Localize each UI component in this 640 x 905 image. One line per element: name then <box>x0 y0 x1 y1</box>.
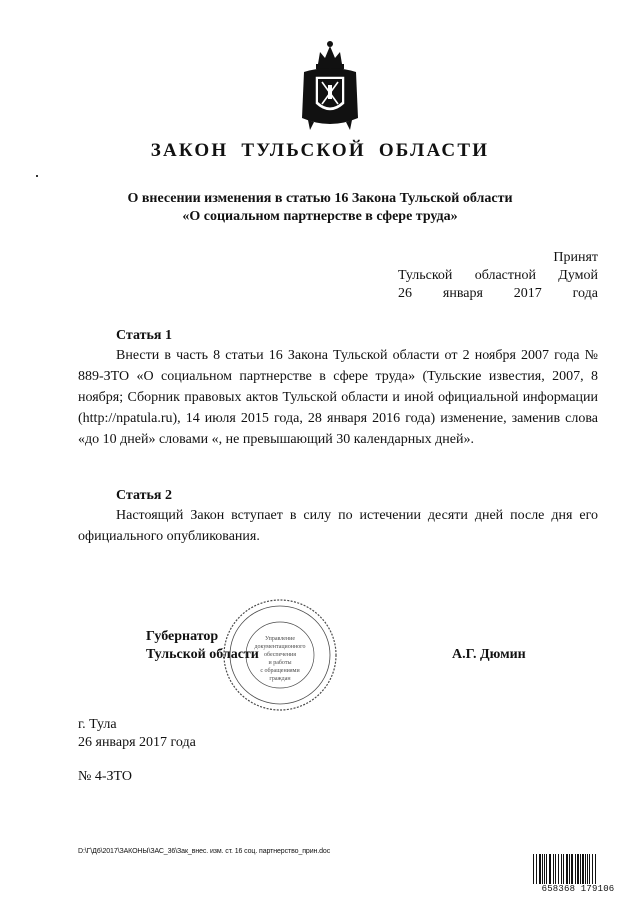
file-path: D:\Г\Д6\2017\ЗАКОНЫ\ЗАС_36\Зак_внес. изм. ст. 16 соц. партнерство_прин.doc <box>78 848 331 855</box>
svg-text:обеспечения: обеспечения <box>263 652 297 658</box>
law-number: № 4-ЗТО <box>78 769 133 784</box>
svg-text:документационного: документационного <box>254 644 306 650</box>
signing-date: 26 января 2017 года <box>78 735 196 750</box>
barcode-number: 658368 179106 <box>541 884 615 894</box>
adopted-by: Тульской областной Думой <box>398 268 598 283</box>
coat-of-arms-icon <box>298 38 362 134</box>
svg-text:с обращениями: с обращениями <box>260 668 300 674</box>
article-1-heading: Статья 1 <box>116 328 172 343</box>
signing-city: г. Тула <box>78 717 117 732</box>
governor-name: А.Г. Дюмин <box>452 647 526 662</box>
svg-text:и работы: и работы <box>268 660 292 666</box>
subtitle-line-1: О внесении изменения в статью 16 Закона Тульской области <box>127 191 513 206</box>
article-2-heading: Статья 2 <box>116 488 172 503</box>
article-2-body: Настоящий Закон вступает в силу по истечении десяти дней после дня его официального опубликования. <box>78 508 598 544</box>
subtitle-line-2: «О социальном партнерстве в сфере труда» <box>182 209 458 224</box>
article-1-body: Внести в часть 8 статьи 16 Закона Тульской области от 2 ноября 2007 года № 889-ЗТО «О социальном партнерстве в сфере труда» (Тульские известия, 2007, 8 ноября; Сборник правовых актов Тульской области и иной официальной информации (http://npatula.ru), 14 июля 2015 года, 28 января 2016 года) изменение, заменив слова «до 10 дней» словами «, не превышающий 30 календарных дней». <box>78 348 598 447</box>
law-title: ЗАКОН ТУЛЬСКОЙ ОБЛАСТИ <box>150 140 490 161</box>
barcode-icon <box>532 854 624 884</box>
governor-title: Губернатор <box>146 629 219 644</box>
svg-text:Управление: Управление <box>264 636 296 642</box>
scan-speck <box>36 175 38 177</box>
adopted-date: 26 января 2017 года <box>398 286 598 301</box>
adopted-label: Принят <box>553 250 598 265</box>
law-subtitle <box>0 190 640 226</box>
svg-text:граждан: граждан <box>269 676 291 682</box>
governor-region: Тульской области <box>146 647 259 662</box>
